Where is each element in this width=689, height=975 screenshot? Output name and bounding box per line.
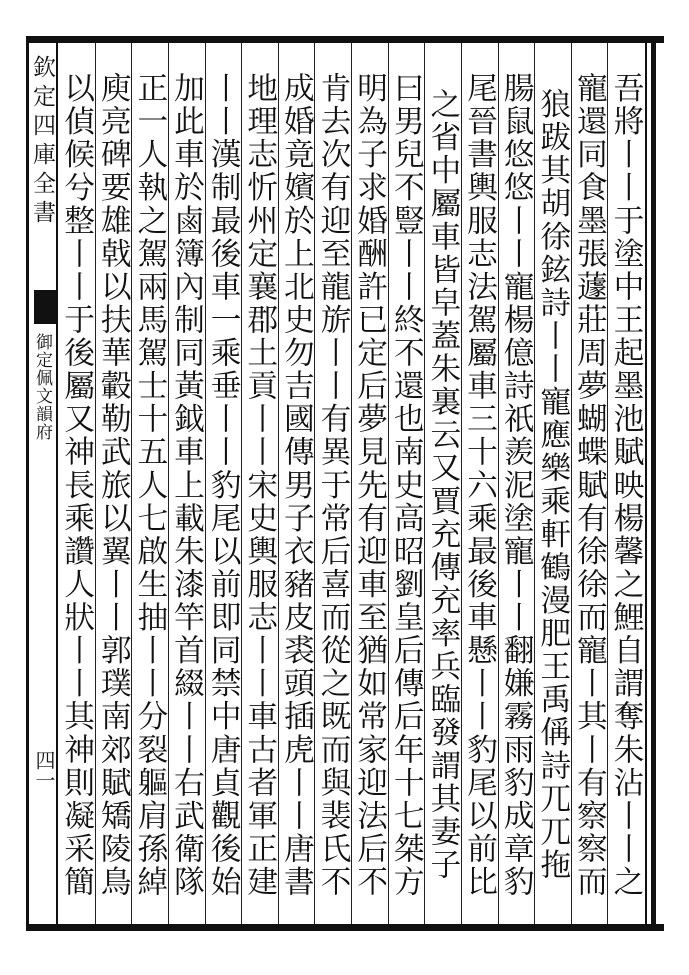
text-column-1: 吾將丨丨于塗中王起墨池賦映楊馨之鯉自謂奪朱沾丨丨之 [608,71,644,899]
text-column-13: 加此車於鹵簿內制同黃鉞車上載朱漆竿首綴丨丨右武衛隊 [168,71,205,899]
column-rule [278,43,279,924]
column-rule [241,43,242,924]
column-rule [95,43,96,924]
margin-book-title: 御定佩文韻府 [32,333,52,441]
text-column-14: 正一人執之駕兩馬駕士十五人七啟生抽丨丨分裂軀肩孫綽 [131,71,168,899]
text-column-8: 明為子求婚酬許已定后夢見先有迎車至猶如常家迎法后不 [351,71,388,899]
column-rule [498,43,499,924]
top-border [26,36,664,43]
text-column-10: 成婚竟嬪於上北史勿吉國傳男子衣豬皮裘頭插虎丨丨唐書 [278,71,315,899]
text-column-5: 尾晉書輿服志法駕屬車三十六乘最後車懸丨丨豹尾以前比 [461,71,498,899]
text-column-3: 狼跋其胡徐鉉詩丨丨寵應樂乘軒鶴漫肥王禹偁詩兀兀拖 [534,88,571,882]
column-rule [351,43,352,924]
column-rule [461,43,462,924]
column-rule [131,43,132,924]
text-column-15: 庾亮碑要雄戟以扶華轂勒武旅以翼丨丨郭璞南郊賦矯陵鳥 [95,71,132,899]
text-column-9: 肯去次有迎至龍旂丨丨有異于常后喜而從之既而與裴氏不 [315,71,351,899]
column-rule [314,43,315,924]
right-border-inner [645,36,647,931]
column-rule [424,43,425,924]
margin-folio-number: 四一 [32,750,56,790]
text-column-16: 以偵候兮整丨丨于後屬又神長乘讚人狀丨丨其神則凝采簡 [58,71,95,899]
text-column-7: 曰男兒不豎丨丨終不還也南史高昭劉皇后傳后年十七桀方 [388,71,425,899]
margin-title: 欽定四庫全書 [29,55,55,229]
right-border [651,36,656,931]
column-rule [168,43,169,924]
text-column-11: 地理志忻州定襄郡土貢丨丨宋史輿服志丨丨車古者軍正建 [241,71,278,899]
column-rule [607,43,608,924]
text-column-2: 寵還同食墨張蘧莊周夢蝴蝶賦有徐徐而寵丨其丨有察察而 [571,71,608,899]
column-rule [534,43,535,924]
column-rule [205,43,206,924]
text-column-6: 之省中屬車皆皁蓋朱裏云又賈充傳充率兵臨發謂其妻子 [424,88,461,882]
column-rule [571,43,572,924]
column-rule [388,43,389,924]
fish-tail-marker [34,290,56,324]
bottom-border [26,924,664,931]
text-column-4: 腸鼠悠悠丨丨寵楊億詩祇羨泥塗寵丨丨翻嫌霧雨豹成章豹 [498,71,535,899]
text-column-12: 丨丨漢制最後車一乘垂丨丨豹尾以前即同禁中唐貞觀後始 [205,71,242,899]
